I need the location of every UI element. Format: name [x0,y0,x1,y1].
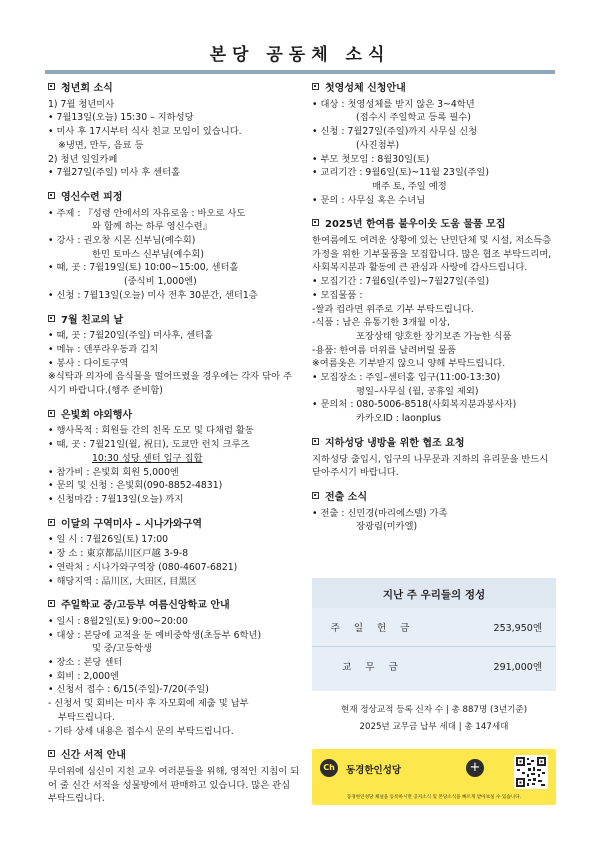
text-line: -용품: 한여름 더위를 날려버릴 물품 [312,344,457,356]
section-heading: 지하성당 냉방을 위한 협조 요청 [325,437,465,449]
section-square-icon [312,438,319,445]
text-line: • 대상 : 본당에 교적을 둔 예비중학생(초등부 6학년) [48,629,262,641]
fellowship-section [48,314,300,398]
text-line: (중식비 1,000엔) [124,276,197,288]
section-square-icon [48,410,55,417]
text-line: - 신청서 및 회비는 미사 후 자모회에 제출 및 납부 [48,698,249,710]
text-line: • 강사 : 권오창 시몬 신부님(예수회) [48,235,196,247]
text-line: ※냉면, 만두, 음료 등 [58,139,144,151]
text-line: • 문의 : 사무실 혹은 수녀님 [312,194,426,206]
text-line: • 모집물품 : [312,289,363,301]
channel-logo-icon: Ch [320,759,338,777]
text-line: • 신청마감 : 7월13일(오늘) 까지 [48,493,184,505]
text-line: • 신청서 접수 : 6/15(주일)-7/20(주일) [48,684,209,696]
silver-section [48,409,300,507]
aircon-section [312,437,560,480]
text-line: • 봉사 : 다이토구역 [48,357,129,369]
text-line: 2) 청년 일일카페 [48,153,118,165]
transfer-section [312,491,560,534]
new-book-section [48,749,300,806]
text-line: 평일–사무실 (월, 공휴일 제외) [356,385,479,397]
text-line: 10:30 성당 센터 입구 집합 [92,452,203,464]
text-line: • 7월13일(오늘) 15:30 – 지하성당 [48,112,194,124]
text-line: • 모집장소 : 주일–센터홀 입구(11:00-13:30) [312,372,501,384]
text-line: • 대상 : 첫영성체를 받지 않은 3~4학년 [312,98,475,110]
text-line: • 문의 및 신청 : 은빛회(090-8852-4831) [48,480,223,492]
text-line: 1) 7월 청년미사 [48,98,115,110]
text-line: • 부모 첫모임 : 8월30일(토) [312,153,430,165]
section-heading: 영신수련 피정 [61,191,123,203]
text-line: 장광림(미카엘) [356,521,418,533]
dues-households: 2025년 교무금 납부 세대 | 총 147세대 [359,722,509,732]
text-line: • 7월27일(주일) 미사 후 센터홀 [48,167,181,179]
text-line: 포장상태 양호한 장기보존 가능한 식품 [356,330,512,342]
communion-section [312,82,560,207]
text-line: • 해당지역 : 品川区, 大田区, 目黒区 [48,575,197,587]
section-heading: 은빛회 야외행사 [61,409,133,421]
text-line: • 일시 : 8월2일(토) 9:00~20:00 [48,615,188,627]
offering-title: 지난 주 우리들의 정성 [312,578,556,608]
section-square-icon [48,600,55,607]
text-line: • 때, 곳 : 7월20일(주일) 미사후, 센터홀 [48,330,214,342]
retreat-section [48,191,300,303]
text-line: 및 중/고등학생 [92,643,152,655]
section-square-icon [48,192,55,199]
section-square-icon [312,83,319,90]
offering-value: 291,000엔 [493,661,542,673]
registered-members: 현재 정상교적 등록 신자 수 | 총 887명 (3년기준) [340,705,528,715]
channel-footnote: 동경한인성당 채널을 등록하시면 공지소식 및 본당소식을 빠르게 받아보실 수 있습니다. [346,795,522,800]
text-line: 한민 토마스 신부님(예수회) [92,248,204,260]
youth-section [48,82,300,180]
text-line: • 신청 : 7월27일(주일)까지 사무실 신청 [312,126,478,138]
text-line: - 기타 상세 내용은 접수시 문의 부탁드립니다. [48,725,234,737]
text-line: • 때, 곳 : 7월21일(월, 祝日), 도쿄만 런치 크루즈 [48,439,250,451]
section-heading: 첫영성체 신청안내 [325,83,406,94]
text-paragraph: ※식탁과 의자에 음식물을 떨어뜨렸을 경우에는 각자 닦아 주시기 바랍니다.(행주 준비함) [48,371,293,397]
donation-section [312,218,560,426]
left-column [48,82,300,817]
text-line: 카카오ID : laonplus [356,413,441,425]
channel-name: 동경한인성당 [346,765,402,776]
title-divider [45,70,555,74]
offering-box [312,578,556,691]
text-line: ※여름옷은 기부받지 않으니 양해 부탁드립니다. [312,358,506,370]
text-line: • 회비 : 2,000엔 [48,670,120,682]
section-square-icon [312,219,319,226]
section-heading: 이달의 구역미사 – 시나가와구역 [61,518,203,530]
section-heading: 2025년 한여름 불우이웃 도움 물품 모집 [325,219,506,231]
text-line: 와 함께 하는 하루 영신수련』 [92,221,212,233]
parish-info [312,702,556,736]
text-paragraph: 무더위에 심신이 지친 교우 여러분들을 위해, 영적인 지침이 되어 줄 신간 서적을 성물방에서 판매하고 있습니다. 많은 관심 부탁드립니다. [48,765,300,805]
section-heading: 신간 서적 안내 [61,750,126,762]
text-line: 매주 토, 주일 예정 [372,180,447,192]
section-square-icon [48,315,55,322]
text-line: (사진첨부) [356,139,400,151]
qr-code-icon [514,755,548,789]
text-paragraph: 지하성당 출입시, 입구의 나무문과 지하의 유리문을 반드시 닫아주시기 바랍니다. [312,453,549,479]
text-line: • 전출 : 신민경(마리에스텔) 가족 [312,507,448,519]
text-line: • 문의처 : 080-5006-8518(사회복지분과봉사자) [312,399,517,411]
offering-row [312,646,556,684]
text-line: • 장 소 : 東京都品川区戸越 3-9-8 [48,548,189,560]
add-channel-icon[interactable]: + [466,759,484,777]
section-heading: 7월 친교의 날 [61,314,124,326]
text-line: • 메뉴 : 덴푸라우동과 김치 [48,343,159,355]
text-line: 부탁드립니다. [58,711,115,723]
section-square-icon [48,83,55,90]
text-line: -쌀과 컵라면 위주로 기부 부탁드립니다. [312,303,474,315]
channel-banner[interactable] [312,749,556,805]
district-section [48,518,300,589]
text-line: • 장소 : 본당 센터 [48,657,123,669]
text-line: • 때, 곳 : 7월19일(토) 10:00~15:00, 센터홀 [48,262,239,274]
text-paragraph: 한여름에도 여려운 상황에 있는 난민단체 및 시설, 저소득층 가정을 위한 기부물품을 모집합니다. 많은 협조 부탁드리며, 사회복지분과 활동에 큰 관심과 사랑에 감사드립니다. [312,235,552,274]
text-line: • 일 시 : 7월26일(토) 17:00 [48,534,169,546]
offering-label: 주일헌금 [330,623,424,634]
offering-label: 교무금 [342,661,412,673]
section-heading: 청년회 소식 [61,83,113,94]
text-line: • 참가비 : 은빛회 회원 5,000엔 [48,466,179,478]
offering-row [312,608,556,646]
text-line: -식품 : 남은 유통기한 3개월 이상, [312,317,450,329]
text-line: • 신청 : 7월13일(오늘) 미사 전후 30분간, 센터1층 [48,289,258,301]
text-line: • 연락처 : 시나가와구역장 (080-4607-6821) [48,561,238,573]
section-heading: 전출 소식 [325,491,368,503]
section-square-icon [48,519,55,526]
offering-value: 253,950엔 [493,623,542,634]
text-line: • 모집기간 : 7월6일(주일)~7월27일(주일) [312,276,490,288]
summer-school-section [48,599,300,738]
right-column [312,82,560,545]
section-heading: 주일학교 중/고등부 여름신앙학교 안내 [61,600,230,612]
text-line: (접수시 주일학교 등록 필수) [356,112,471,124]
section-square-icon [312,492,319,499]
text-line: • 주제 : 『성령 안에서의 자유로움 : 바오로 사도 [48,207,246,219]
section-square-icon [48,750,55,757]
page-title: 본당 공동체 소식 [209,45,391,65]
text-line: • 행사목적 : 회원들 간의 친목 도모 및 다채럼 활동 [48,425,254,437]
text-line: • 교리기간 : 9월6일(토)~11월 23일(주일) [312,167,490,179]
text-line: • 미사 후 17시부터 식사 친교 모임이 있습니다. [48,126,242,138]
